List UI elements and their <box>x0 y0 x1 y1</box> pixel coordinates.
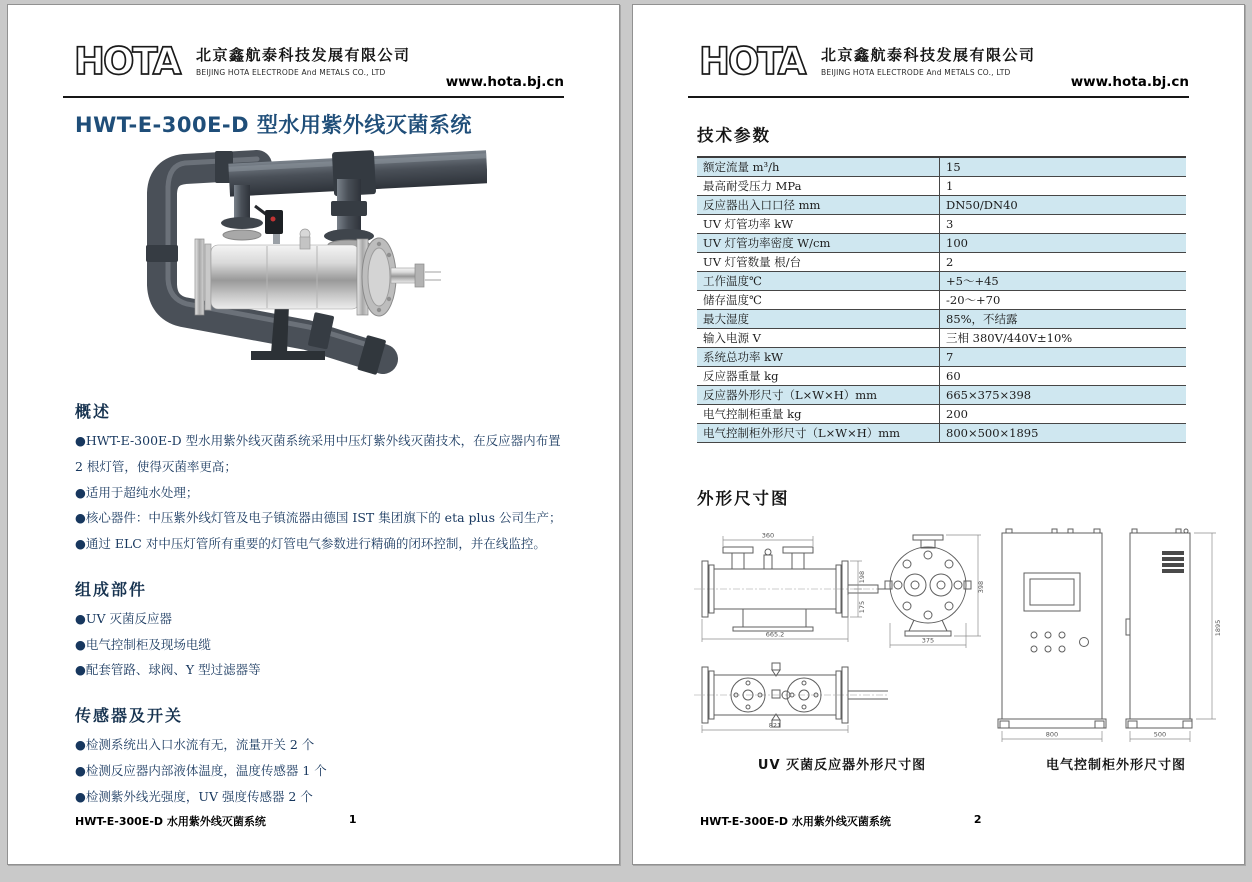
bullet-item: ●通过 ELC 对中压灯管所有重要的灯管电气参数进行精确的闭环控制，并在线监控。 <box>75 536 546 551</box>
param-label: 反应器外形尺寸（L×W×H）mm <box>697 386 940 405</box>
param-value: 2 <box>940 253 1187 272</box>
uv-reactor-photo-illustration <box>67 149 487 377</box>
dim-label: 198 <box>858 570 866 584</box>
vertical-stub-pipe <box>234 185 250 221</box>
param-value: 15 <box>940 157 1187 177</box>
table-row <box>697 367 1186 386</box>
pvc-flange <box>221 217 263 229</box>
reactor-body <box>211 245 359 309</box>
dim-label: 360 <box>761 531 775 540</box>
bullet-item: ●HWT-E-300E-D 型水用紫外线灭菌系统采用中压灯紫外线灭菌技术，在反应器内布置 2 根灯管，使得灭菌率更高； <box>75 433 561 474</box>
reactor-drawing-group <box>688 523 996 773</box>
company-name-cn: 北京鑫航泰科技发展有限公司 <box>821 46 1036 64</box>
company-name-block <box>196 44 411 77</box>
page-title: HWT-E-300E-D 型水用紫外线灭菌系统 <box>75 113 472 137</box>
footer-doc-title: HWT-E-300E-D 水用紫外线灭菌系统 <box>700 815 891 828</box>
page-header <box>63 38 564 90</box>
dim-label: 375 <box>921 636 935 645</box>
dim-label: 821 <box>768 721 782 730</box>
hota-logo-icon <box>698 40 812 84</box>
table-row <box>697 348 1186 367</box>
technical-parameters-table <box>697 156 1186 443</box>
bullet-item: ●适用于超纯水处理； <box>75 484 199 500</box>
bullet-item: ●UV 灭菌反应器 <box>75 610 172 626</box>
bullet-item: ●电气控制柜及现场电缆 <box>75 636 211 652</box>
param-value: -20～+70 <box>940 291 1187 310</box>
dim-label: 665.2 <box>765 630 785 639</box>
param-label: 最高耐受压力 MPa <box>697 177 940 196</box>
document-page-2 <box>632 4 1245 865</box>
table-row <box>697 215 1186 234</box>
company-name-block <box>821 44 1036 77</box>
param-value: 7 <box>940 348 1187 367</box>
param-label: 系统总功率 kW <box>697 348 940 367</box>
flange-bolt <box>377 242 381 246</box>
table-row <box>697 291 1186 310</box>
pipe-coupling <box>331 201 367 216</box>
document-page-1 <box>7 4 620 865</box>
param-label: UV 灯管数量 根/台 <box>697 253 940 272</box>
param-label: 工作温度℃ <box>697 272 940 291</box>
solenoid-stem <box>273 233 280 244</box>
website-url: www.hota.bj.cn <box>445 74 564 90</box>
reactor-left-flange <box>195 239 204 315</box>
logo-text: HOTA <box>74 40 180 83</box>
solenoid-valve <box>265 210 283 234</box>
page-header <box>688 38 1189 90</box>
page-number: 1 <box>348 813 357 826</box>
company-name-cn: 北京鑫航泰科技发展有限公司 <box>196 46 411 64</box>
flange-bolt <box>387 253 391 257</box>
param-label: 反应器出入口口径 mm <box>697 196 940 215</box>
dim-label: 398 <box>977 580 985 594</box>
section-heading-components: 组成部件 <box>75 579 148 599</box>
solenoid-indicator <box>271 217 276 222</box>
table-row <box>697 424 1186 443</box>
hota-logo-icon <box>73 40 187 84</box>
header-rule <box>63 96 564 98</box>
param-label: UV 灯管功率 kW <box>697 215 940 234</box>
company-name-en: BEIJING HOTA ELECTRODE And METALS CO., LTD <box>196 68 386 77</box>
param-value: 三相 380V/440V±10% <box>940 329 1187 348</box>
header-rule <box>688 96 1189 98</box>
section-heading-sensors: 传感器及开关 <box>75 706 184 725</box>
page-number: 2 <box>973 813 982 826</box>
dim-label: 175 <box>858 600 866 614</box>
website-url: www.hota.bj.cn <box>1070 74 1189 90</box>
param-value: 1 <box>940 177 1187 196</box>
dim-label: 500 <box>1153 730 1167 739</box>
param-value: +5～+45 <box>940 272 1187 291</box>
param-label: 最大湿度 <box>697 310 940 329</box>
table-row <box>697 329 1186 348</box>
uv-sensor <box>300 237 310 249</box>
bullet-item: ●检测紫外线光强度，UV 强度传感器 2 个 <box>75 788 313 804</box>
page-footer <box>700 813 1189 829</box>
param-value: 100 <box>940 234 1187 253</box>
support-leg <box>271 305 289 353</box>
param-value: 200 <box>940 405 1187 424</box>
cabinet-cad-drawing <box>990 523 1242 748</box>
page-footer <box>75 813 564 829</box>
flange-bolt <box>377 308 381 312</box>
bullet-item: ●检测反应器内部液体温度，温度传感器 1 个 <box>75 762 327 778</box>
reactor-drawing-caption: UV 灭菌反应器外形尺寸图 <box>757 758 927 773</box>
company-name-en: BEIJING HOTA ELECTRODE And METALS CO., LTD <box>821 68 1011 77</box>
steel-flange <box>223 230 261 240</box>
cabinet-drawing-group <box>990 523 1242 773</box>
param-value: 85%，不结露 <box>940 310 1187 329</box>
param-label: 电气控制柜外形尺寸（L×W×H）mm <box>697 424 940 443</box>
reactor-cad-drawing <box>688 523 996 748</box>
section-heading-overview: 概述 <box>75 402 112 421</box>
lamp-port-collar <box>415 264 424 287</box>
lamp-port-tube <box>391 268 417 283</box>
table-row <box>697 196 1186 215</box>
footer-doc-title: HWT-E-300E-D 水用紫外线灭菌系统 <box>75 815 266 828</box>
end-flange-disc-inner <box>368 248 390 306</box>
param-label: 输入电源 V <box>697 329 940 348</box>
table-row <box>697 405 1186 424</box>
param-value: 665×375×398 <box>940 386 1187 405</box>
table-row <box>697 310 1186 329</box>
param-label: 额定流量 m³/h <box>697 157 940 177</box>
param-value: 60 <box>940 367 1187 386</box>
bullet-item: ●核心器件：中压紫外线灯管及电子镇流器由德国 IST 集团旗下的 eta plus 公司生产； <box>75 510 562 526</box>
flange-bolt <box>387 297 391 301</box>
reactor-left-flange-inner <box>205 244 211 310</box>
table-row <box>697 157 1186 177</box>
table-row <box>697 272 1186 291</box>
table-row <box>697 253 1186 272</box>
param-label: 电气控制柜重量 kg <box>697 405 940 424</box>
bullet-item: ●检测系统出入口水流有无，流量开关 2 个 <box>75 737 315 752</box>
param-value: 3 <box>940 215 1187 234</box>
param-label: 反应器重量 kg <box>697 367 940 386</box>
logo-text: HOTA <box>699 40 805 83</box>
param-value: DN50/DN40 <box>940 196 1187 215</box>
param-value: 800×500×1895 <box>940 424 1187 443</box>
section-heading-parameters: 技术参数 <box>697 126 771 145</box>
cabinet-drawing-caption: 电气控制柜外形尺寸图 <box>1045 758 1186 773</box>
table-row <box>697 177 1186 196</box>
product-photo <box>67 149 564 381</box>
dim-label: 800 <box>1045 730 1059 739</box>
table-row <box>697 386 1186 405</box>
bullet-item: ●配套管路、球阀、Y 型过滤器等 <box>75 662 261 678</box>
pipe-coupling <box>146 245 178 262</box>
param-label: 储存温度℃ <box>697 291 940 310</box>
param-label: UV 灯管功率密度 W/cm <box>697 234 940 253</box>
section-heading-dimensions: 外形尺寸图 <box>697 489 790 508</box>
dim-label: 1895 <box>1214 619 1222 637</box>
support-foot <box>251 351 325 360</box>
table-row <box>697 234 1186 253</box>
dimension-drawings <box>688 523 1222 773</box>
